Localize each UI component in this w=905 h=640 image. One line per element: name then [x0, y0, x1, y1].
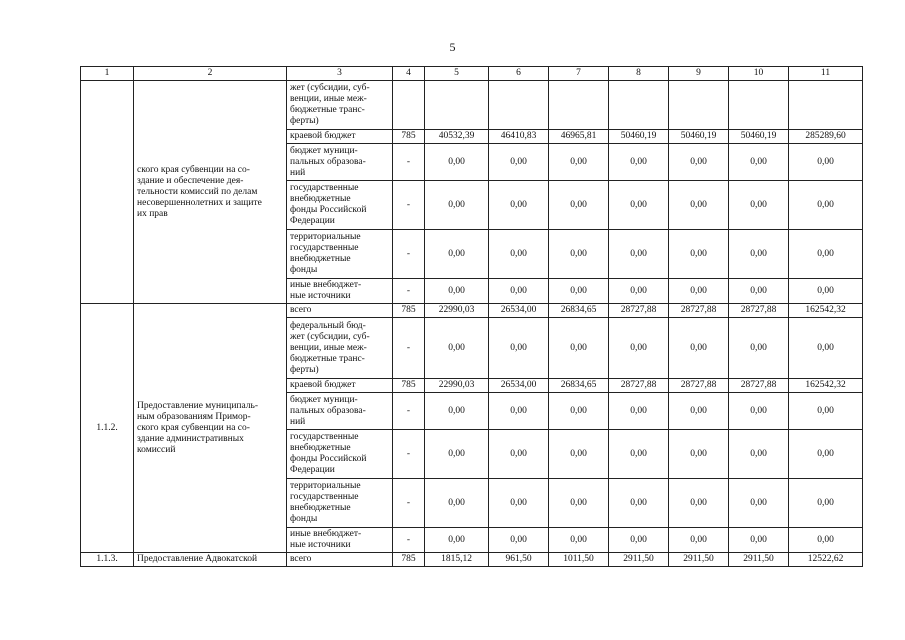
funding-source-cell: бюджет муници- пальных образова- ний	[287, 144, 393, 181]
amount-cell: 0,00	[789, 279, 863, 304]
amount-cell: 0,00	[609, 230, 669, 279]
amount-cell: 0,00	[549, 181, 609, 230]
amount-cell: 0,00	[669, 430, 729, 479]
amount-cell: 0,00	[425, 318, 489, 379]
funding-source-cell: государственные внебюджетные фонды Российской Федерации	[287, 430, 393, 479]
grbs-code-cell	[393, 81, 425, 130]
amount-cell: 285289,60	[789, 130, 863, 144]
header-cell: 11	[789, 67, 863, 81]
table-row	[81, 553, 863, 567]
amount-cell: 2911,50	[609, 553, 669, 567]
funding-source-cell: краевой бюджет	[287, 379, 393, 393]
funding-source-cell: иные внебюджет- ные источники	[287, 279, 393, 304]
grbs-code-cell: 785	[393, 130, 425, 144]
amount-cell	[489, 81, 549, 130]
amount-cell: 26834,65	[549, 379, 609, 393]
amount-cell: 0,00	[789, 181, 863, 230]
amount-cell: 0,00	[425, 181, 489, 230]
amount-cell	[425, 81, 489, 130]
amount-cell: 0,00	[669, 230, 729, 279]
amount-cell: 0,00	[425, 393, 489, 430]
item-code-cell: 1.1.2.	[81, 304, 134, 553]
amount-cell: 28727,88	[669, 379, 729, 393]
item-name-cell: ского края субвенции на со- здание и обеспечение дея- тельности комиссий по делам несовершеннолетних и защите их прав	[134, 81, 287, 304]
funding-source-cell: всего	[287, 304, 393, 318]
amount-cell: 0,00	[549, 230, 609, 279]
amount-cell: 0,00	[729, 181, 789, 230]
amount-cell	[669, 81, 729, 130]
funding-source-cell: государственные внебюджетные фонды Российской Федерации	[287, 181, 393, 230]
grbs-code-cell: 785	[393, 379, 425, 393]
amount-cell: 961,50	[489, 553, 549, 567]
table-row	[81, 304, 863, 318]
amount-cell: 0,00	[789, 430, 863, 479]
amount-cell: 0,00	[489, 393, 549, 430]
item-code-cell: 1.1.3.	[81, 553, 134, 567]
funding-source-cell: всего	[287, 553, 393, 567]
amount-cell: 2911,50	[729, 553, 789, 567]
grbs-code-cell: -	[393, 279, 425, 304]
grbs-code-cell: -	[393, 230, 425, 279]
amount-cell: 0,00	[549, 144, 609, 181]
amount-cell: 0,00	[489, 318, 549, 379]
grbs-code-cell: -	[393, 479, 425, 528]
header-cell: 8	[609, 67, 669, 81]
amount-cell: 0,00	[549, 279, 609, 304]
grbs-code-cell: -	[393, 528, 425, 553]
amount-cell: 162542,32	[789, 304, 863, 318]
amount-cell: 0,00	[729, 430, 789, 479]
funding-source-cell: федеральный бюд- жет (субсидии, суб- венции, иные меж- бюджетные транс- ферты)	[287, 318, 393, 379]
header-cell: 7	[549, 67, 609, 81]
amount-cell: 22990,03	[425, 304, 489, 318]
amount-cell: 46965,81	[549, 130, 609, 144]
amount-cell: 0,00	[549, 479, 609, 528]
amount-cell	[549, 81, 609, 130]
funding-source-cell: иные внебюджет- ные источники	[287, 528, 393, 553]
header-cell: 2	[134, 67, 287, 81]
amount-cell: 2911,50	[669, 553, 729, 567]
amount-cell: 28727,88	[609, 304, 669, 318]
amount-cell: 28727,88	[609, 379, 669, 393]
amount-cell: 0,00	[489, 528, 549, 553]
amount-cell: 0,00	[489, 479, 549, 528]
amount-cell: 12522,62	[789, 553, 863, 567]
amount-cell: 26834,65	[549, 304, 609, 318]
amount-cell: 0,00	[789, 318, 863, 379]
amount-cell: 0,00	[609, 144, 669, 181]
amount-cell: 0,00	[789, 144, 863, 181]
amount-cell: 0,00	[729, 318, 789, 379]
amount-cell: 0,00	[669, 144, 729, 181]
amount-cell: 0,00	[549, 430, 609, 479]
amount-cell: 0,00	[489, 144, 549, 181]
budget-table	[80, 66, 863, 567]
amount-cell: 50460,19	[729, 130, 789, 144]
amount-cell: 28727,88	[729, 304, 789, 318]
header-cell: 10	[729, 67, 789, 81]
funding-source-cell: краевой бюджет	[287, 130, 393, 144]
amount-cell: 0,00	[669, 479, 729, 528]
amount-cell: 0,00	[489, 181, 549, 230]
amount-cell: 50460,19	[669, 130, 729, 144]
amount-cell: 0,00	[489, 230, 549, 279]
amount-cell: 0,00	[609, 528, 669, 553]
grbs-code-cell: 785	[393, 553, 425, 567]
table-header-row	[81, 67, 863, 81]
amount-cell: 46410,83	[489, 130, 549, 144]
amount-cell: 0,00	[669, 181, 729, 230]
grbs-code-cell: -	[393, 430, 425, 479]
page-number: 5	[449, 40, 456, 54]
funding-source-cell: жет (субсидии, суб- венции, иные меж- бюджетные транс- ферты)	[287, 81, 393, 130]
funding-source-cell: бюджет муници- пальных образова- ний	[287, 393, 393, 430]
amount-cell: 0,00	[669, 318, 729, 379]
amount-cell: 0,00	[609, 479, 669, 528]
item-name-cell: Предоставление Адвокатской	[134, 553, 287, 567]
grbs-code-cell: -	[393, 393, 425, 430]
amount-cell: 0,00	[425, 144, 489, 181]
item-code-cell	[81, 81, 134, 304]
header-cell: 5	[425, 67, 489, 81]
amount-cell: 28727,88	[729, 379, 789, 393]
amount-cell: 0,00	[609, 181, 669, 230]
amount-cell: 0,00	[425, 430, 489, 479]
amount-cell: 26534,00	[489, 304, 549, 318]
amount-cell: 28727,88	[669, 304, 729, 318]
item-name-cell: Предоставление муниципаль- ным образованиям Примор- ского края субвенции на со- здание административных комиссий	[134, 304, 287, 553]
amount-cell: 1011,50	[549, 553, 609, 567]
grbs-code-cell: 785	[393, 304, 425, 318]
amount-cell: 0,00	[729, 528, 789, 553]
amount-cell: 26534,00	[489, 379, 549, 393]
amount-cell: 0,00	[729, 230, 789, 279]
grbs-code-cell: -	[393, 181, 425, 230]
amount-cell: 0,00	[609, 430, 669, 479]
amount-cell: 0,00	[549, 393, 609, 430]
amount-cell: 0,00	[729, 393, 789, 430]
amount-cell: 0,00	[489, 279, 549, 304]
amount-cell: 0,00	[609, 279, 669, 304]
amount-cell: 0,00	[425, 528, 489, 553]
table-body	[81, 67, 863, 567]
amount-cell	[729, 81, 789, 130]
table-row	[81, 81, 863, 130]
header-cell: 4	[393, 67, 425, 81]
header-cell: 3	[287, 67, 393, 81]
amount-cell: 0,00	[789, 479, 863, 528]
amount-cell: 0,00	[425, 279, 489, 304]
amount-cell: 0,00	[729, 144, 789, 181]
amount-cell: 40532,39	[425, 130, 489, 144]
funding-source-cell: территориальные государственные внебюджетные фонды	[287, 479, 393, 528]
amount-cell: 0,00	[669, 393, 729, 430]
amount-cell: 0,00	[425, 479, 489, 528]
amount-cell: 0,00	[549, 528, 609, 553]
amount-cell	[789, 81, 863, 130]
amount-cell: 1815,12	[425, 553, 489, 567]
header-cell: 1	[81, 67, 134, 81]
amount-cell: 0,00	[729, 279, 789, 304]
amount-cell: 0,00	[489, 430, 549, 479]
amount-cell: 22990,03	[425, 379, 489, 393]
header-cell: 6	[489, 67, 549, 81]
amount-cell: 0,00	[669, 528, 729, 553]
amount-cell: 0,00	[789, 528, 863, 553]
amount-cell: 0,00	[425, 230, 489, 279]
amount-cell: 0,00	[609, 393, 669, 430]
amount-cell	[609, 81, 669, 130]
amount-cell: 0,00	[549, 318, 609, 379]
header-cell: 9	[669, 67, 729, 81]
amount-cell: 0,00	[789, 230, 863, 279]
amount-cell: 0,00	[789, 393, 863, 430]
amount-cell: 0,00	[729, 479, 789, 528]
amount-cell: 0,00	[669, 279, 729, 304]
funding-source-cell: территориальные государственные внебюджетные фонды	[287, 230, 393, 279]
grbs-code-cell: -	[393, 144, 425, 181]
grbs-code-cell: -	[393, 318, 425, 379]
amount-cell: 50460,19	[609, 130, 669, 144]
amount-cell: 0,00	[609, 318, 669, 379]
amount-cell: 162542,32	[789, 379, 863, 393]
